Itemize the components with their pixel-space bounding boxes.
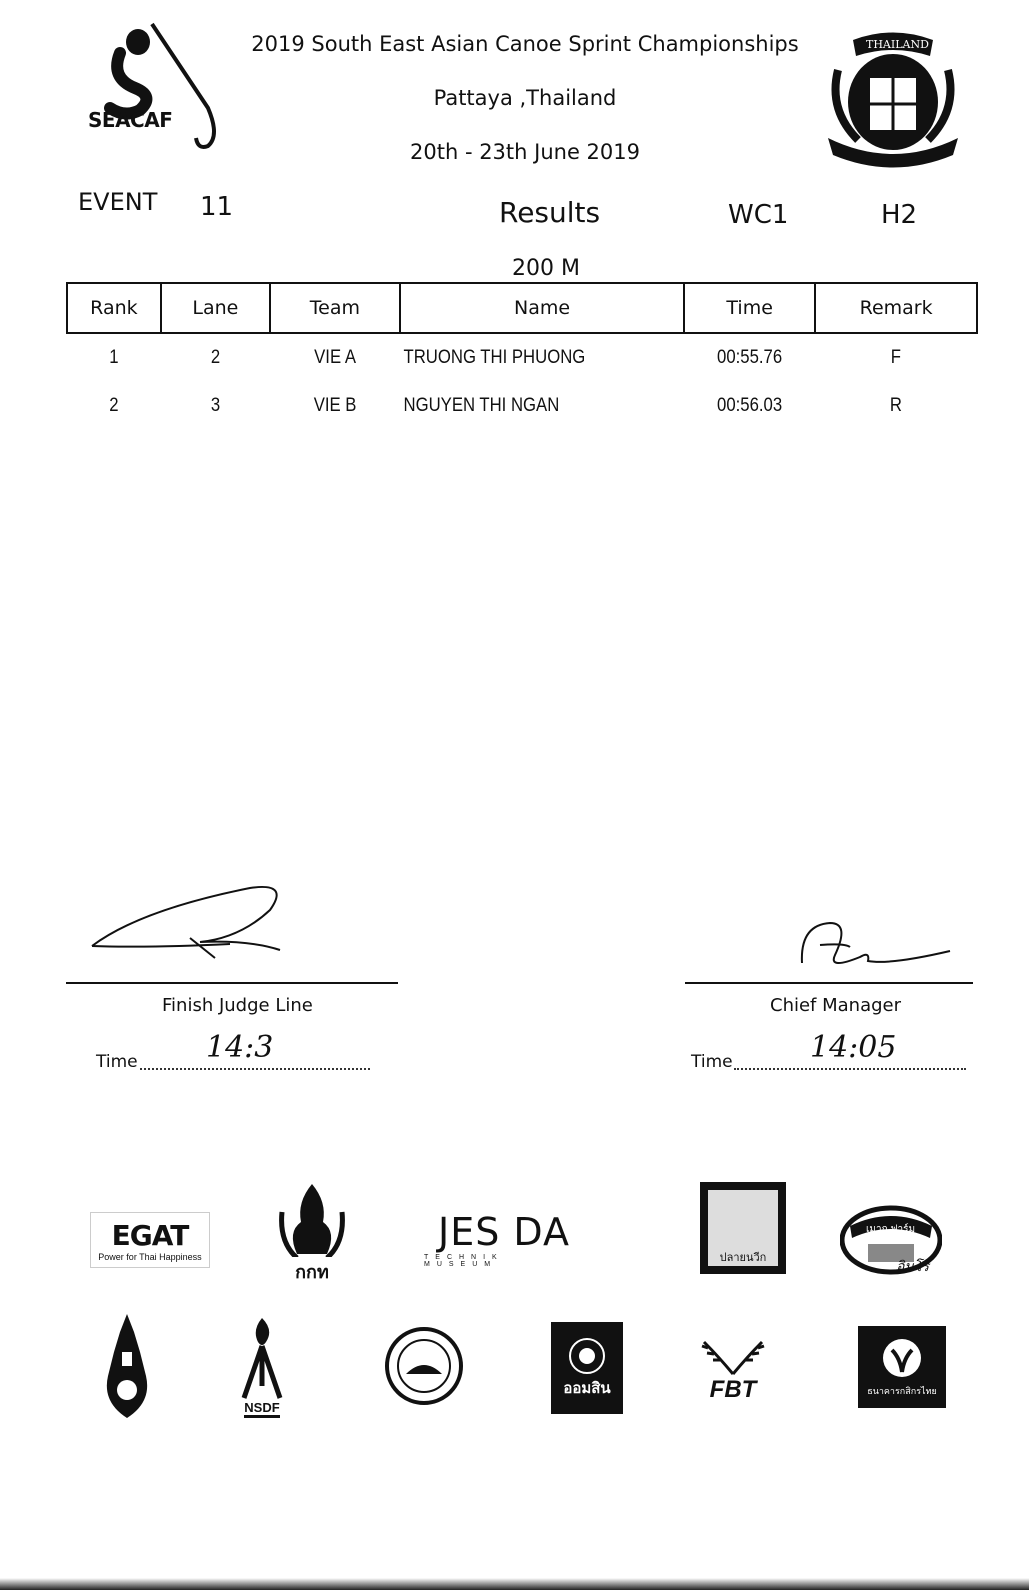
event-category: WC1 [728, 200, 789, 230]
fbt-text: FBT [709, 1376, 757, 1403]
cell-name: TRUONG THI PHUONG [403, 347, 586, 368]
cell-remark: F [891, 347, 902, 368]
kbank-logo [858, 1326, 946, 1408]
header-name: Name [400, 283, 684, 333]
event-heat: H2 [881, 200, 918, 230]
crest-banner-text: THAILAND [866, 38, 929, 51]
nsdf-text: NSDF [244, 1400, 279, 1418]
event-number: 11 [200, 192, 234, 222]
navy-emblem-icon [100, 1312, 154, 1420]
right-time-handwritten: 14:05 [810, 1030, 897, 1065]
aomsin-emblem-icon [567, 1336, 607, 1376]
kkt-emblem-icon [277, 1182, 347, 1257]
header-lane: Lane [161, 283, 270, 333]
left-time-dots [140, 1068, 370, 1070]
cell-lane: 2 [210, 347, 220, 368]
jesada-subtext: TECHNIK MUSEUM [424, 1254, 504, 1268]
university-seal-logo [384, 1326, 464, 1406]
table-row [67, 333, 977, 382]
university-seal-icon [384, 1326, 464, 1406]
canoeist-icon [80, 18, 240, 158]
cell-lane: 3 [210, 395, 220, 416]
cell-team: VIE A [313, 347, 356, 368]
jesada-logo [424, 1210, 584, 1268]
header-team: Team [270, 283, 400, 333]
pakin-text: ปลายนวีก [708, 1190, 778, 1266]
header-rank: Rank [67, 283, 161, 333]
table-row [67, 382, 977, 430]
cell-time: 00:56.03 [717, 395, 783, 416]
results-label: Results [499, 196, 601, 229]
kkt-logo [272, 1182, 352, 1286]
thailand-crest-logo [818, 20, 968, 170]
aomsin-text: ออมสิน [563, 1380, 611, 1397]
laurel-icon [698, 1336, 768, 1376]
finish-judge-label: Finish Judge Line [162, 995, 313, 1016]
seacaf-logo-text: SEACAF [88, 108, 173, 132]
chief-manager-signature [790, 915, 970, 985]
farm-subtext: อินโร์ [896, 1258, 930, 1274]
farm-text: เมาก ฟาร์ม [866, 1224, 916, 1235]
egat-logo [90, 1212, 210, 1268]
fbt-logo [696, 1334, 770, 1406]
table-header-row [67, 283, 977, 333]
navy-emblem-logo [100, 1312, 154, 1420]
nsdf-torch-icon [232, 1316, 292, 1400]
kkt-text: กกท [295, 1262, 329, 1282]
right-time-label: Time [691, 1052, 733, 1072]
kbank-text: ธนาคารกสิกรไทย [867, 1386, 937, 1396]
jesada-text: JES DA [437, 1210, 570, 1254]
finish-judge-signature [80, 880, 300, 970]
cell-name: NGUYEN THI NGAN [403, 395, 560, 416]
aomsin-logo [551, 1322, 623, 1414]
event-label: EVENT [78, 188, 158, 216]
pakin-logo [700, 1182, 786, 1274]
left-time-handwritten: 14:3 [206, 1030, 274, 1065]
championship-title: 2019 South East Asian Canoe Sprint Championships [251, 32, 799, 56]
page-bottom-edge [0, 1578, 1029, 1590]
cell-rank: 1 [109, 347, 119, 368]
finish-judge-line [66, 982, 398, 984]
event-distance: 200 M [512, 256, 580, 281]
chief-manager-label: Chief Manager [770, 995, 902, 1016]
farm-logo [840, 1196, 942, 1280]
egat-text: EGAT [111, 1218, 189, 1252]
championship-dates: 20th - 23th June 2019 [410, 140, 640, 164]
chief-manager-line [685, 982, 973, 984]
seacaf-logo [80, 18, 240, 158]
header-remark: Remark [815, 283, 977, 333]
results-table [66, 282, 978, 430]
cell-remark: R [890, 395, 903, 416]
left-time-label: Time [96, 1052, 138, 1072]
championship-location: Pattaya ,Thailand [433, 86, 617, 110]
cell-time: 00:55.76 [717, 347, 783, 368]
header-time: Time [684, 283, 815, 333]
cell-team: VIE B [313, 395, 357, 416]
cell-rank: 2 [109, 395, 119, 416]
kbank-emblem-icon [880, 1336, 924, 1380]
egat-tagline: Power for Thai Happiness [98, 1251, 202, 1262]
right-time-dots [734, 1068, 966, 1070]
nsdf-logo [226, 1308, 298, 1426]
